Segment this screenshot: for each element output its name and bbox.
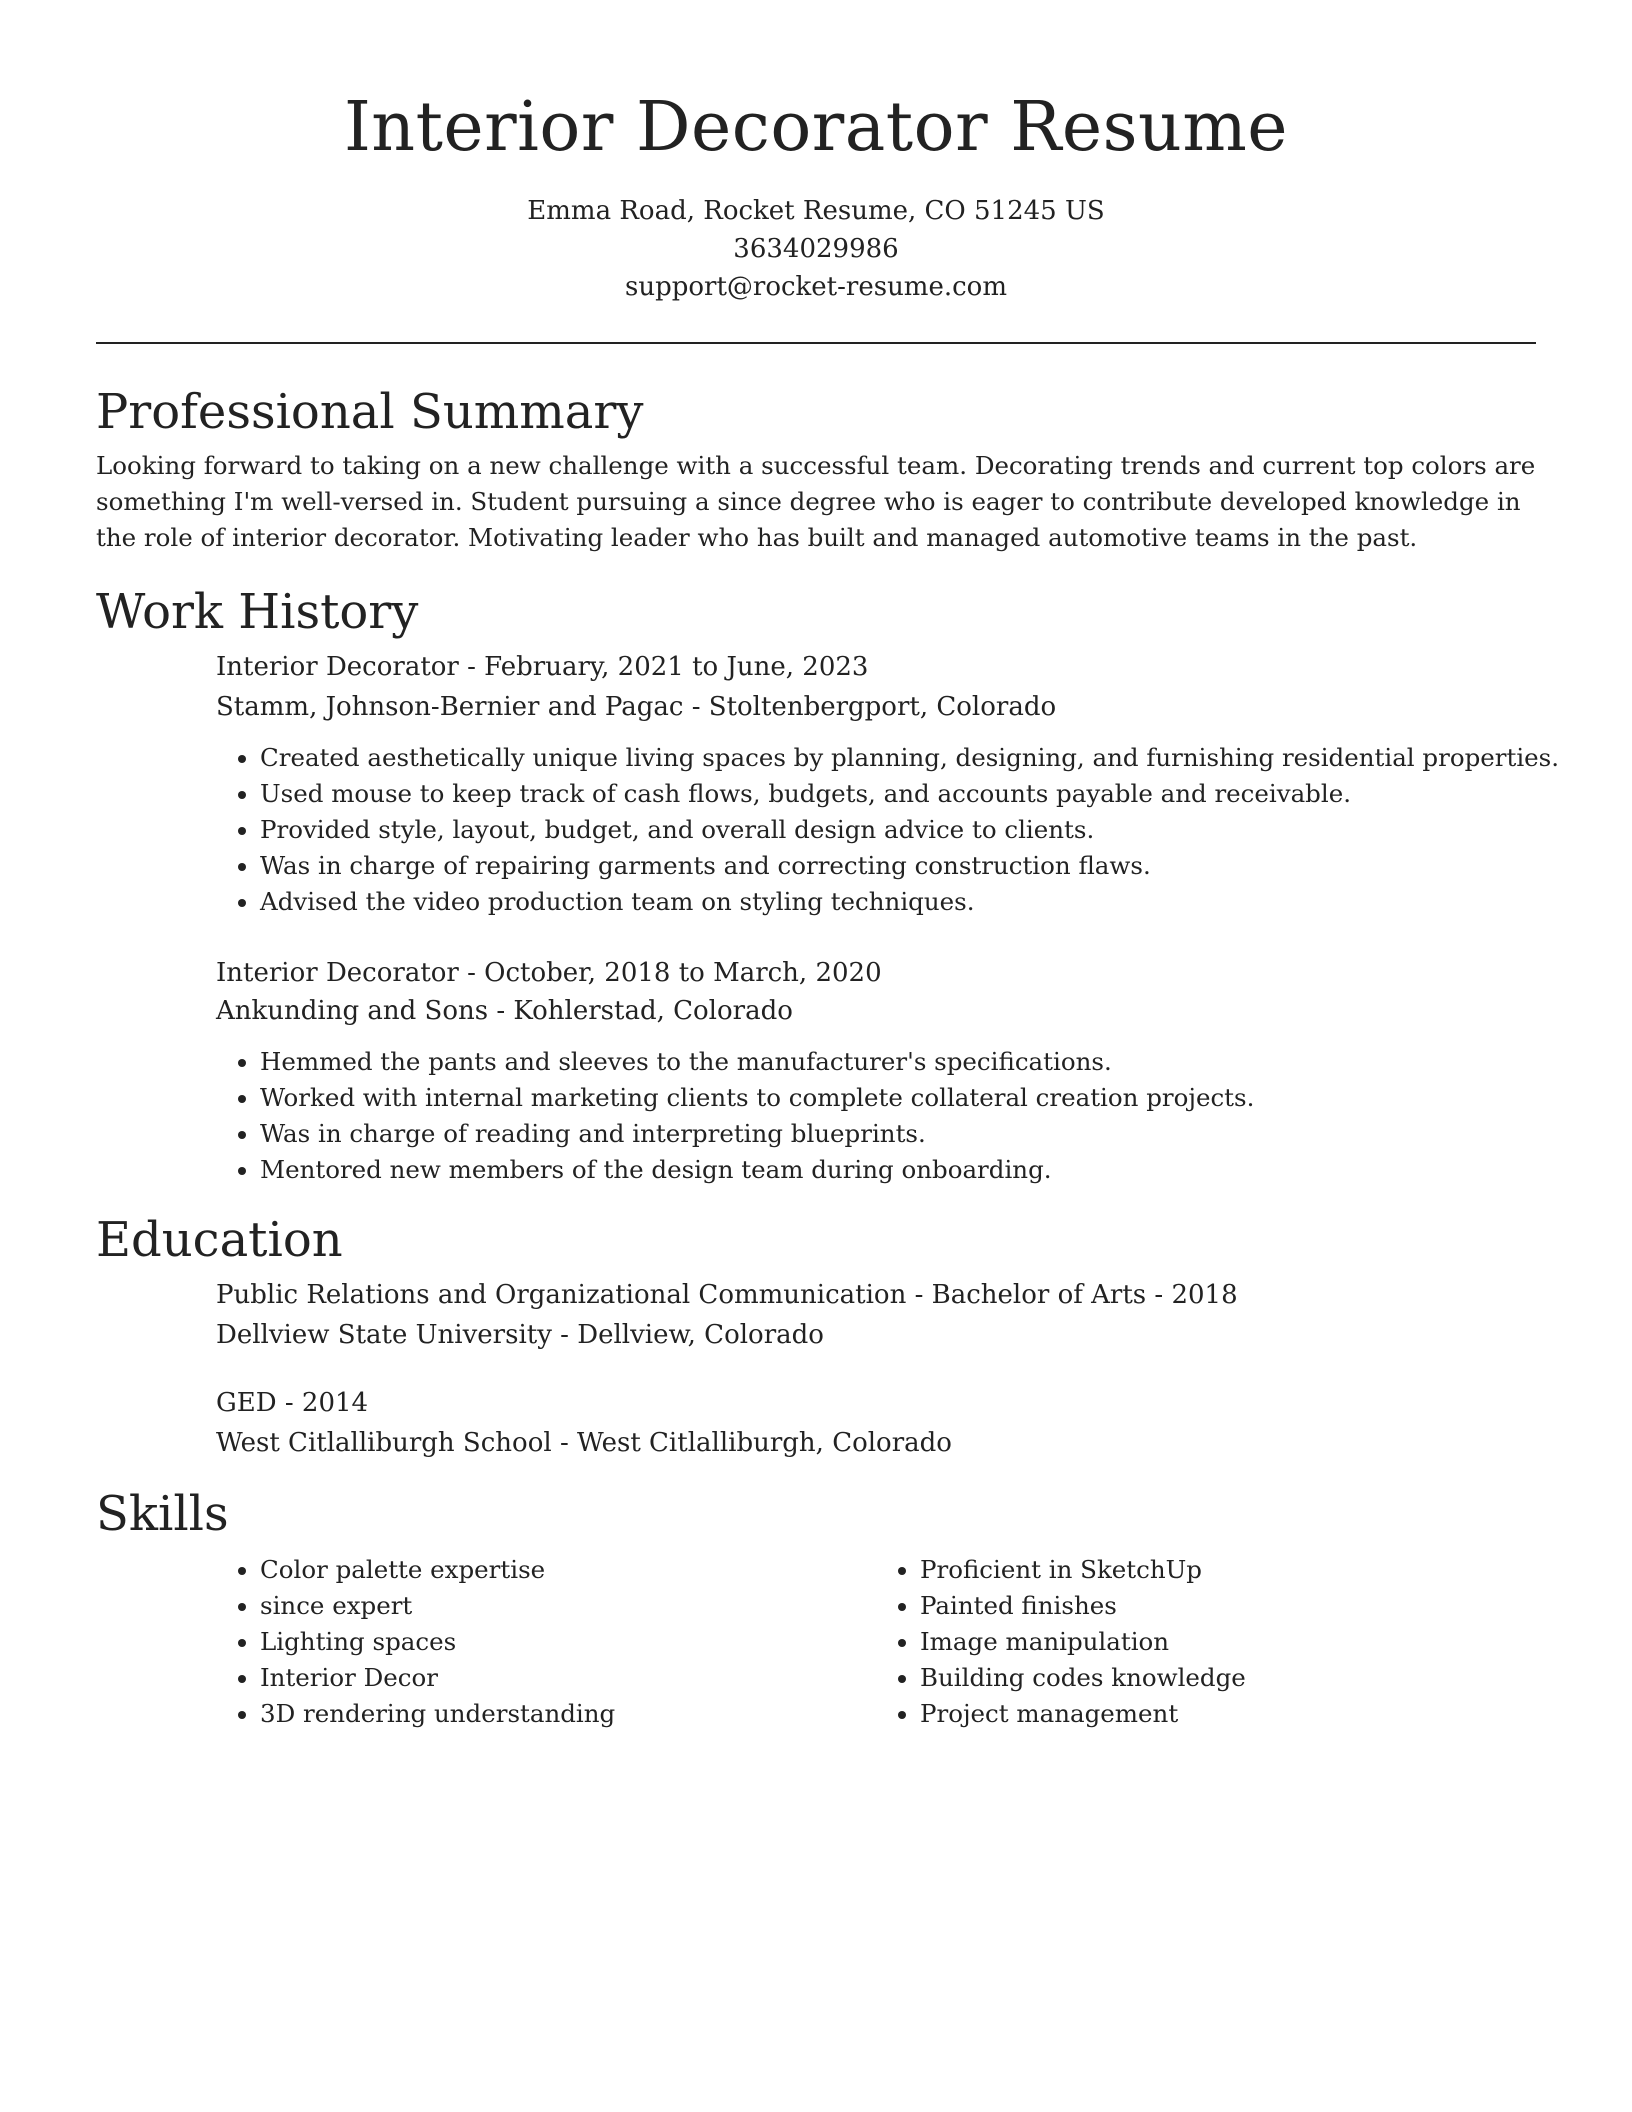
- list-item: • Color palette expertise: [260, 1552, 876, 1588]
- job-entry: [216, 648, 1560, 920]
- education-entry: [216, 1384, 1536, 1462]
- school-line: Dellview State University - Dellview, Colorado: [216, 1320, 824, 1350]
- education-section: [96, 1210, 1536, 1462]
- job-company-line: Stamm, Johnson-Bernier and Pagac - Stoltenbergport, Colorado: [216, 692, 1057, 722]
- skills-section: [96, 1484, 1536, 1732]
- list-item: • Advised the video production team on styling techniques.: [260, 884, 1536, 920]
- skills-grid: [216, 1544, 1536, 1732]
- list-item: • since expert: [260, 1588, 876, 1624]
- list-item: • Project management: [920, 1696, 1536, 1732]
- list-item: • Interior Decor: [260, 1660, 876, 1696]
- list-item: • 3D rendering understanding: [260, 1696, 876, 1732]
- list-item: • Building codes knowledge: [920, 1660, 1536, 1696]
- skills-list-left: [216, 1552, 876, 1732]
- degree-line: Public Relations and Organizational Communication - Bachelor of Arts - 2018: [216, 1280, 1238, 1310]
- job-title-line: Interior Decorator - October, 2018 to March, 2020: [216, 958, 882, 988]
- list-item: • Painted finishes: [920, 1588, 1536, 1624]
- list-item: • Worked with internal marketing clients to complete collateral creation projects.: [260, 1080, 1536, 1116]
- contact-block: [96, 192, 1536, 306]
- summary-section: [96, 382, 1536, 556]
- job-bullet-list: [216, 740, 1560, 920]
- resume-title: Interior Decorator Resume: [343, 88, 1289, 167]
- school-line: West Citlalliburgh School - West Citlalliburgh, Colorado: [216, 1428, 952, 1458]
- work-section: [96, 582, 1560, 1188]
- contact-phone: 3634029986: [733, 234, 899, 264]
- list-item: • Lighting spaces: [260, 1624, 876, 1660]
- education-heading: Education: [96, 1212, 343, 1268]
- contact-email: support@rocket-resume.com: [624, 272, 1007, 302]
- skills-heading: Skills: [96, 1486, 229, 1542]
- list-item: • Created aesthetically unique living spaces by planning, designing, and furnishing residential properties.: [260, 740, 1536, 776]
- header-divider: [96, 342, 1536, 344]
- summary-heading: Professional Summary: [96, 384, 644, 440]
- list-item: • Image manipulation: [920, 1624, 1536, 1660]
- list-item: • Used mouse to keep track of cash flows, budgets, and accounts payable and receivable.: [260, 776, 1536, 812]
- contact-address: Emma Road, Rocket Resume, CO 51245 US: [527, 196, 1105, 226]
- list-item: • Hemmed the pants and sleeves to the manufacturer's specifications.: [260, 1044, 1536, 1080]
- list-item: • Was in charge of repairing garments and correcting construction flaws.: [260, 848, 1536, 884]
- list-item: • Proficient in SketchUp: [920, 1552, 1536, 1588]
- job-entry: [216, 954, 1536, 1188]
- job-title-line: Interior Decorator - February, 2021 to June, 2023: [216, 652, 869, 682]
- job-company-line: Ankunding and Sons - Kohlerstad, Colorado: [216, 996, 793, 1026]
- list-item: • Was in charge of reading and interpreting blueprints.: [260, 1116, 1536, 1152]
- education-entry: [216, 1276, 1536, 1354]
- degree-line: GED - 2014: [216, 1388, 369, 1418]
- job-bullet-list: [216, 1044, 1536, 1188]
- list-item: • Provided style, layout, budget, and overall design advice to clients.: [260, 812, 1536, 848]
- skills-list-right: [876, 1552, 1536, 1732]
- summary-text: Looking forward to taking on a new challenge with a successful team. Decorating trends and current top colors are something I'm well-versed in. Student pursuing a since degree who is eager to contribute developed knowledge in the role of interior decorator. Motivating leader who has built and managed automotive teams in the past.: [96, 451, 1536, 552]
- list-item: • Mentored new members of the design team during onboarding.: [260, 1152, 1536, 1188]
- work-heading: Work History: [96, 584, 419, 640]
